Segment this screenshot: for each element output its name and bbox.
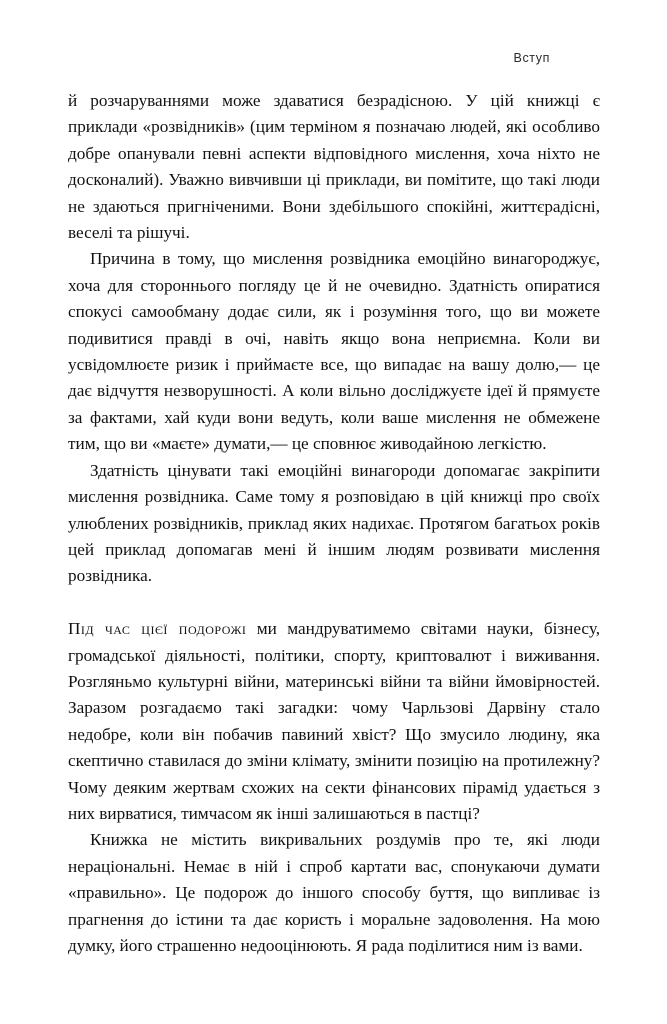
paragraph-4-text: ми мандруватимемо світами науки, бізнесу, громадської діяльності, політики, спорту, криптовалют і виживання. Розгляньмо культурні війни, материнські війни та війни ймовірностей. Заразом розгадаємо такі загадки: чому Чарльзові Дарвіну стало недобре, коли він побачив павиний хвіст? Що змусило людину, яка скептично ставилася до зміни клімату, змінити позицію на протилежну? Чому деяким жертвам схожих на секти фінансових пірамід удається з них вирватися, тимчасом як інші залишаються в пастці? [68, 619, 601, 823]
paragraph-4 [68, 616, 600, 827]
paragraph-2: Причина в тому, що мислення розвідника емоційно винагороджує, хоча для стороннього погляду це й не очевидно. Здатність опиратися спокусі самообману додає сили, як і розуміння того, що ви можете подивитися правді в очі, навіть якщо вона неприємна. Коли ви усвідомлюєте ризик і приймаєте все, що випадає на вашу долю,— це дає відчуття незворушності. А коли вільно досліджуєте ідеї й прямуєте за фактами, хай куди вони ведуть, коли ваше мислення не обмежене тим, що ви «маєте» думати,— це сповнює живодайною легкістю. [68, 249, 600, 454]
paragraph-1: й розчаруваннями може здаватися безрадісною. У цій книжці є приклади «розвідників» (цим терміном я позначаю людей, які особливо добре опанували певні аспекти відповідного мислення, хоча ніхто не досконалий). Уважно вивчивши ці приклади, ви помітите, що такі люди не здаються пригніченими. Вони здебільшого спокійні, життєрадісні, веселі та рішучі. [68, 91, 600, 243]
section-lead-in: Під час цієї подорожі [68, 619, 247, 639]
paragraph-3: Здатність цінувати такі емоційні винагороди допомагає закріпити мислення розвідника. Саме тому я розповідаю в цій книжці про своїх улюблених розвідників, приклад яких надихає. Протягом багатьох років цей приклад допомагав мені й іншим людям розвивати мислення розвідника. [68, 460, 600, 586]
paragraph-5: Книжка не містить викривальних роздумів про те, які люди нераціональні. Немає в ній і спроб картати вас, спонукаючи думати «правильно». Це подорож до іншого способу буття, що випливає із прагнення до істини та дає користь і моральне задоволення. На мою думку, його страшенно недооцінюють. Я рада поділитися ним із вами. [68, 830, 600, 955]
body-text-column [68, 88, 600, 959]
running-head: Вступ [513, 51, 550, 65]
